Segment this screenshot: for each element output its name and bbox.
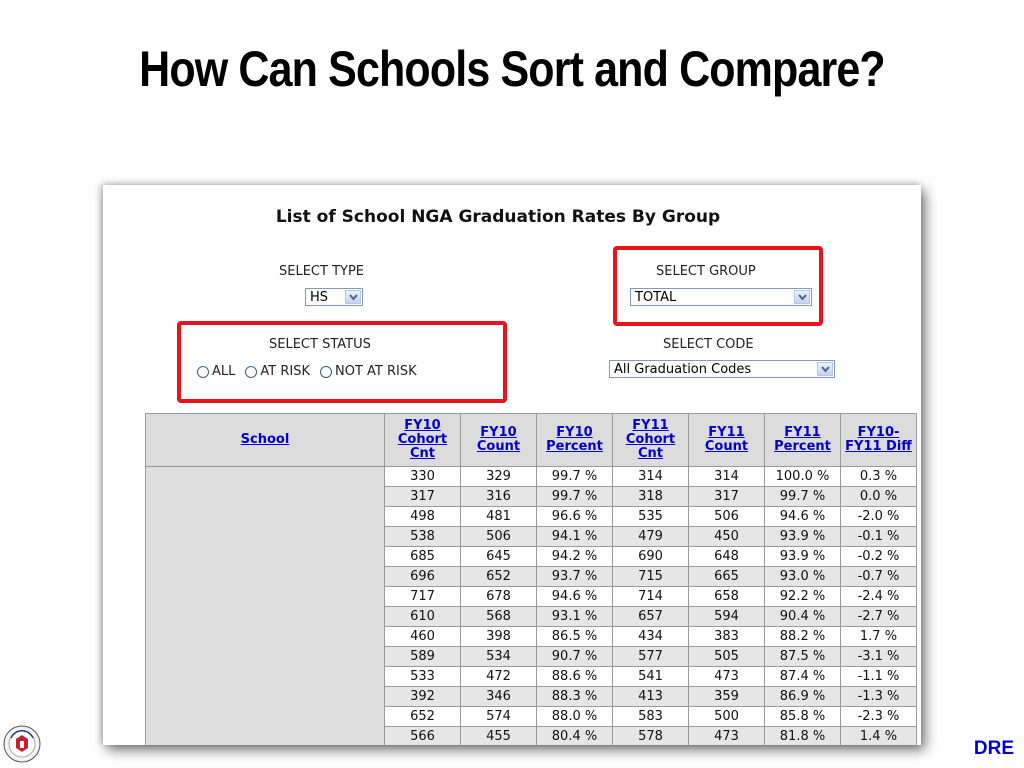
- table-cell: 685: [385, 547, 461, 567]
- radio-not-at-risk[interactable]: [320, 364, 417, 379]
- select-code-label: SELECT CODE: [663, 337, 754, 352]
- school-cell: [146, 707, 385, 727]
- select-group-value: TOTAL: [635, 290, 677, 305]
- sort-link-school[interactable]: School: [240, 432, 290, 447]
- table-cell: 314: [689, 467, 765, 487]
- table-cell: 578: [613, 727, 689, 746]
- radio-at-risk-button[interactable]: [245, 366, 257, 378]
- table-cell: 472: [461, 667, 537, 687]
- select-code-value: All Graduation Codes: [614, 362, 752, 377]
- table-cell: 94.6 %: [537, 587, 613, 607]
- table-row: [146, 687, 917, 707]
- table-cell: 473: [689, 727, 765, 746]
- footer-brand: DRE: [973, 738, 1014, 759]
- column-header-fy10-percent[interactable]: [537, 414, 613, 467]
- table-cell: 665: [689, 567, 765, 587]
- table-cell: 1.7 %: [841, 627, 917, 647]
- table-cell: 94.1 %: [537, 527, 613, 547]
- table-cell: 88.2 %: [765, 627, 841, 647]
- table-cell: 690: [613, 547, 689, 567]
- table-cell: 460: [385, 627, 461, 647]
- table-cell: 455: [461, 727, 537, 746]
- table-cell: 715: [613, 567, 689, 587]
- table-cell: 657: [613, 607, 689, 627]
- table-cell: 652: [385, 707, 461, 727]
- status-radio-group: [197, 364, 427, 379]
- table-row: [146, 667, 917, 687]
- table-cell: 93.9 %: [765, 527, 841, 547]
- table-cell: 86.9 %: [765, 687, 841, 707]
- school-cell: [146, 587, 385, 607]
- table-cell: 93.0 %: [765, 567, 841, 587]
- school-district-logo: [3, 725, 41, 763]
- table-row: [146, 507, 917, 527]
- sort-link-fy10-fy11-diff[interactable]: FY10- FY11 Diff: [845, 425, 912, 454]
- table-cell: 94.6 %: [765, 507, 841, 527]
- table-cell: 93.7 %: [537, 567, 613, 587]
- table-cell: 648: [689, 547, 765, 567]
- table-cell: 450: [689, 527, 765, 547]
- select-type-label: SELECT TYPE: [279, 264, 365, 279]
- table-cell: 86.5 %: [537, 627, 613, 647]
- select-code-dropdown[interactable]: [609, 360, 835, 378]
- table-cell: 498: [385, 507, 461, 527]
- table-cell: 96.6 %: [537, 507, 613, 527]
- select-group-dropdown[interactable]: [630, 288, 812, 306]
- radio-all[interactable]: [197, 364, 235, 379]
- table-cell: 658: [689, 587, 765, 607]
- column-header-school[interactable]: [146, 414, 385, 467]
- table-cell: 533: [385, 667, 461, 687]
- column-header-fy10-cohort-cnt[interactable]: [385, 414, 461, 467]
- school-cell: [146, 487, 385, 507]
- table-cell: 88.6 %: [537, 667, 613, 687]
- school-cell: [146, 687, 385, 707]
- table-cell: 85.8 %: [765, 707, 841, 727]
- table-cell: 479: [613, 527, 689, 547]
- table-body: [146, 467, 917, 746]
- select-type-dropdown[interactable]: [305, 288, 363, 306]
- table-cell: 568: [461, 607, 537, 627]
- table-cell: 541: [613, 667, 689, 687]
- school-cell: [146, 727, 385, 746]
- column-header-fy11-percent[interactable]: [765, 414, 841, 467]
- table-cell: 535: [613, 507, 689, 527]
- school-cell: [146, 527, 385, 547]
- table-row: [146, 607, 917, 627]
- table-cell: 88.3 %: [537, 687, 613, 707]
- sort-link-fy11-cohort-cnt[interactable]: FY11 Cohort Cnt: [625, 418, 676, 461]
- table-cell: 678: [461, 587, 537, 607]
- table-cell: 90.7 %: [537, 647, 613, 667]
- select-type-value: HS: [310, 290, 329, 305]
- table-cell: 714: [613, 587, 689, 607]
- table-cell: 329: [461, 467, 537, 487]
- table-cell: 434: [613, 627, 689, 647]
- sort-link-fy11-count[interactable]: FY11 Count: [704, 425, 749, 454]
- table-cell: 93.9 %: [765, 547, 841, 567]
- table-cell: 652: [461, 567, 537, 587]
- column-header-fy11-count[interactable]: [689, 414, 765, 467]
- table-cell: -0.7 %: [841, 567, 917, 587]
- table-cell: 92.2 %: [765, 587, 841, 607]
- radio-not-at-risk-button[interactable]: [320, 366, 332, 378]
- table-cell: 80.4 %: [537, 727, 613, 746]
- table-cell: 392: [385, 687, 461, 707]
- table-cell: 574: [461, 707, 537, 727]
- table-cell: 99.7 %: [765, 487, 841, 507]
- table-cell: 359: [689, 687, 765, 707]
- graduation-rates-table: [145, 413, 917, 745]
- table-cell: -1.3 %: [841, 687, 917, 707]
- table-cell: 398: [461, 627, 537, 647]
- table-row: [146, 627, 917, 647]
- sort-link-fy10-cohort-cnt[interactable]: FY10 Cohort Cnt: [397, 418, 448, 461]
- column-header-fy11-cohort-cnt[interactable]: [613, 414, 689, 467]
- column-header-fy10-fy11-diff[interactable]: [841, 414, 917, 467]
- table-cell: 330: [385, 467, 461, 487]
- table-cell: 99.7 %: [537, 487, 613, 507]
- school-cell: [146, 627, 385, 647]
- table-cell: 94.2 %: [537, 547, 613, 567]
- table-cell: 90.4 %: [765, 607, 841, 627]
- table-cell: 93.1 %: [537, 607, 613, 627]
- select-group-label: SELECT GROUP: [656, 264, 756, 279]
- sort-link-fy11-percent[interactable]: FY11 Percent: [774, 425, 831, 454]
- table-cell: 317: [689, 487, 765, 507]
- table-cell: 318: [613, 487, 689, 507]
- table-cell: 346: [461, 687, 537, 707]
- table-row: [146, 567, 917, 587]
- table-cell: -1.1 %: [841, 667, 917, 687]
- status-highlight-box: [177, 321, 507, 403]
- radio-at-risk-label: AT RISK: [260, 364, 310, 379]
- table-cell: 505: [689, 647, 765, 667]
- table-cell: 538: [385, 527, 461, 547]
- table-cell: 383: [689, 627, 765, 647]
- table-cell: 99.7 %: [537, 467, 613, 487]
- table-cell: 413: [613, 687, 689, 707]
- table-cell: 314: [613, 467, 689, 487]
- table-cell: 88.0 %: [537, 707, 613, 727]
- school-cell: [146, 547, 385, 567]
- table-cell: 717: [385, 587, 461, 607]
- table-row: [146, 467, 917, 487]
- table-cell: 481: [461, 507, 537, 527]
- table-header-row: [146, 414, 917, 467]
- table-cell: 534: [461, 647, 537, 667]
- table-row: [146, 487, 917, 507]
- select-status-label: SELECT STATUS: [269, 337, 371, 352]
- school-cell: [146, 467, 385, 487]
- table-cell: 506: [689, 507, 765, 527]
- radio-at-risk[interactable]: [245, 364, 310, 379]
- group-highlight-box: [613, 246, 823, 326]
- table-cell: -2.3 %: [841, 707, 917, 727]
- table-cell: 473: [689, 667, 765, 687]
- page-title: List of School NGA Graduation Rates By Group: [275, 207, 721, 227]
- table-cell: 500: [689, 707, 765, 727]
- table-row: [146, 547, 917, 567]
- table-row: [146, 727, 917, 746]
- table-row: [146, 527, 917, 547]
- table-cell: 583: [613, 707, 689, 727]
- app-screenshot: [103, 185, 921, 745]
- table-cell: 81.8 %: [765, 727, 841, 746]
- chevron-down-icon[interactable]: [817, 362, 833, 376]
- table-cell: -3.1 %: [841, 647, 917, 667]
- school-cell: [146, 607, 385, 627]
- table-row: [146, 647, 917, 667]
- radio-all-button[interactable]: [197, 366, 209, 378]
- column-header-fy10-count[interactable]: [461, 414, 537, 467]
- table-cell: -0.2 %: [841, 547, 917, 567]
- table-cell: -2.4 %: [841, 587, 917, 607]
- table-cell: 610: [385, 607, 461, 627]
- chevron-down-icon[interactable]: [345, 290, 361, 304]
- school-cell: [146, 567, 385, 587]
- table-cell: -0.1 %: [841, 527, 917, 547]
- table-cell: 0.3 %: [841, 467, 917, 487]
- table-row: [146, 707, 917, 727]
- table-cell: 87.4 %: [765, 667, 841, 687]
- radio-not-at-risk-label: NOT AT RISK: [335, 364, 417, 379]
- table-cell: 1.4 %: [841, 727, 917, 746]
- table-cell: 589: [385, 647, 461, 667]
- table-cell: 696: [385, 567, 461, 587]
- table-cell: 645: [461, 547, 537, 567]
- table-cell: 316: [461, 487, 537, 507]
- table-cell: 577: [613, 647, 689, 667]
- radio-all-label: ALL: [212, 364, 236, 379]
- table-cell: 594: [689, 607, 765, 627]
- school-cell: [146, 647, 385, 667]
- table-cell: -2.7 %: [841, 607, 917, 627]
- table-cell: 506: [461, 527, 537, 547]
- slide-title: How Can Schools Sort and Compare?: [139, 41, 885, 97]
- school-cell: [146, 667, 385, 687]
- school-cell: [146, 507, 385, 527]
- sort-link-fy10-count[interactable]: FY10 Count: [476, 425, 521, 454]
- table-cell: 566: [385, 727, 461, 746]
- table-cell: -2.0 %: [841, 507, 917, 527]
- table-cell: 0.0 %: [841, 487, 917, 507]
- chevron-down-icon[interactable]: [794, 290, 810, 304]
- table-row: [146, 587, 917, 607]
- sort-link-fy10-percent[interactable]: FY10 Percent: [546, 425, 603, 454]
- table-cell: 87.5 %: [765, 647, 841, 667]
- table-cell: 100.0 %: [765, 467, 841, 487]
- table-cell: 317: [385, 487, 461, 507]
